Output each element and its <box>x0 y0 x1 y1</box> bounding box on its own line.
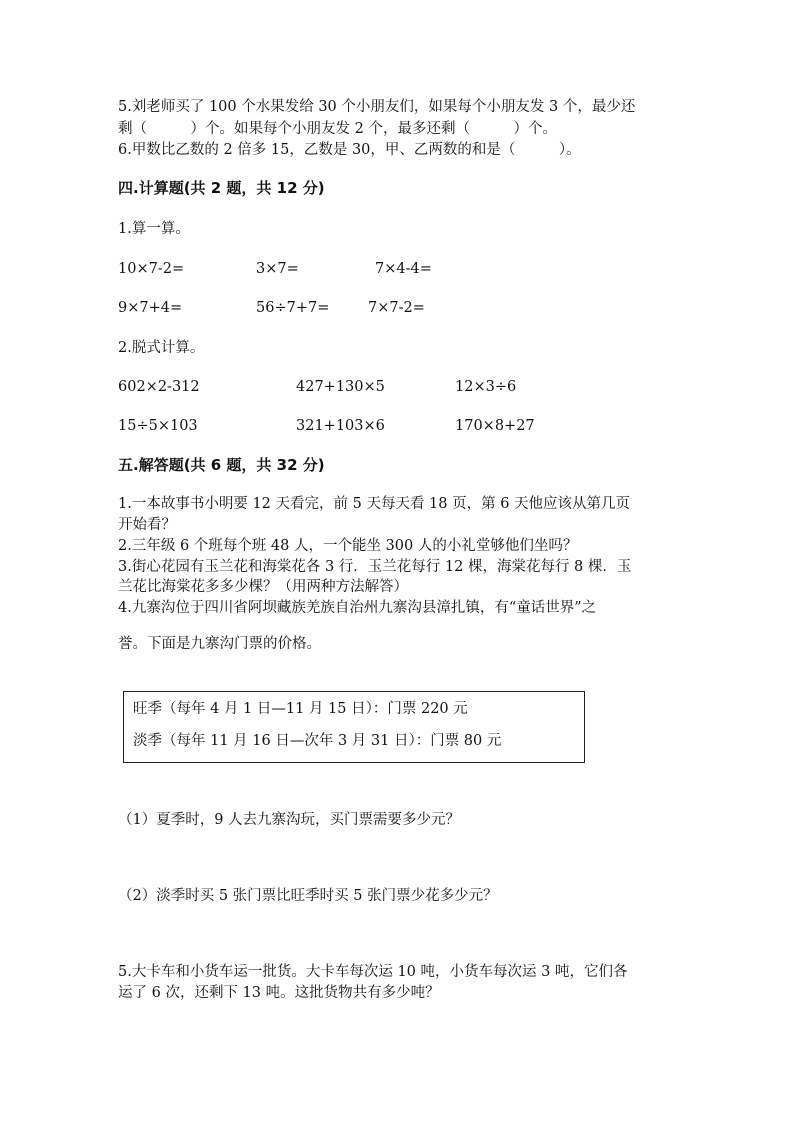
calc-expression: 3×7= <box>256 261 299 277</box>
off-season-price: 淡季（每年 11 月 16 日—次年 3 月 31 日）：门票 80 元 <box>133 733 502 749</box>
stepwise-expression: 427+130×5 <box>296 379 385 395</box>
section5-heading: 五.解答题(共 6 题，共 32 分) <box>118 456 325 474</box>
stepwise-expression: 321+103×6 <box>296 418 385 434</box>
stepwise-expression: 12×3÷6 <box>455 379 517 395</box>
calc-expression: 7×4-4= <box>375 261 432 277</box>
peak-season-price: 旺季（每年 4 月 1 日—11 月 15 日）：门票 220 元 <box>133 701 468 717</box>
ticket-price-box <box>123 691 585 763</box>
fill-q5-line2: 剩（ ）个。如果每个小朋友发 2 个，最多还剩（ ）个。 <box>118 121 557 137</box>
calc-expression: 9×7+4= <box>118 300 183 316</box>
section5-q2: 2.三年级 6 个班每个班 48 人，一个能坐 300 人的小礼堂够他们坐吗？ <box>118 538 578 554</box>
section5-q4-sub2: （2）淡季时买 5 张门票比旺季时买 5 张门票少花多少元？ <box>118 888 498 904</box>
section5-q4-sub1: （1）夏季时，9 人去九寨沟玩，买门票需要多少元？ <box>118 812 461 828</box>
section5-q4-line2: 誉。下面是九寨沟门票的价格。 <box>118 636 321 652</box>
calc-expression: 56÷7+7= <box>256 300 330 316</box>
stepwise-expression: 15÷5×103 <box>118 418 198 434</box>
calc-expression: 7×7-2= <box>368 300 425 316</box>
fill-q6: 6.甲数比乙数的 2 倍多 15，乙数是 30，甲、乙两数的和是（ ）。 <box>118 142 581 158</box>
section5-q4-line1: 4.九寨沟位于四川省阿坝藏族羌族自治州九寨沟县漳扎镇，有“童话世界”之 <box>118 600 597 616</box>
section4-q2-label: 2.脱式计算。 <box>118 340 205 356</box>
fill-q5-line1: 5.刘老师买了 100 个水果发给 30 个小朋友们，如果每个小朋友发 3 个，最少还 <box>118 99 636 115</box>
section5-q5-line2: 运了 6 次，还剩下 13 吨。这批货物共有多少吨？ <box>118 985 440 1001</box>
stepwise-expression: 170×8+27 <box>455 418 535 434</box>
section5-q3-line1: 3.街心花园有玉兰花和海棠花各 3 行．玉兰花每行 12 棵，海棠花每行 8 棵．玉 <box>118 559 632 575</box>
stepwise-expression: 602×2-312 <box>118 379 200 395</box>
section5-q1-line1: 1.一本故事书小明要 12 天看完，前 5 天每天看 18 页，第 6 天他应该从第几页 <box>118 496 631 512</box>
section4-heading: 四.计算题(共 2 题，共 12 分) <box>118 179 325 197</box>
section5-q5-line1: 5.大卡车和小货车运一批货。大卡车每次运 10 吨，小货车每次运 3 吨，它们各 <box>118 964 628 980</box>
section4-q1-label: 1.算一算。 <box>118 221 190 237</box>
section5-q3-line2: 兰花比海棠花多多少棵？（用两种方法解答） <box>118 579 408 595</box>
section5-q1-line2: 开始看？ <box>118 517 176 533</box>
calc-expression: 10×7-2= <box>118 261 185 277</box>
